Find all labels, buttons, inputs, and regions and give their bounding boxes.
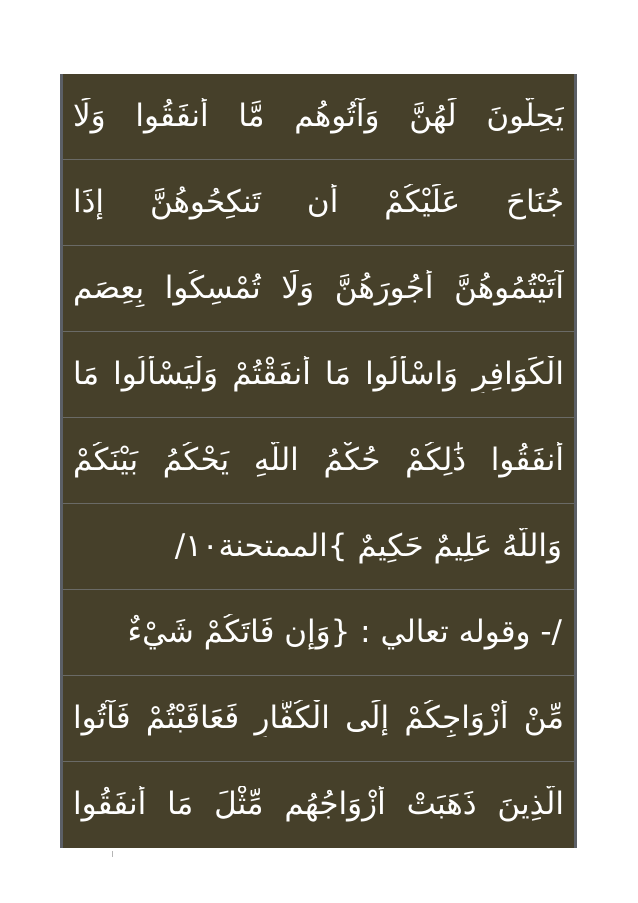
verse-line: مِّنْ أَزْوَاجِكُمْ إِلَى الْكُفَّارِ فَعَاقَبْتُمْ فَآتُوا <box>73 699 564 736</box>
verse-line: الَّذِينَ ذَهَبَتْ أَزْوَاجُهُم مِّثْلَ مَا أَنفَقُوا <box>73 786 564 823</box>
verse-row <box>63 418 574 504</box>
commentary-line: /- وقوله تعالي : {وَإِن فَاتَكُمْ شَيْءٌ <box>127 613 562 650</box>
verse-row <box>63 676 574 762</box>
verse-line: جُنَاحَ عَلَيْكُمْ أَن تَنكِحُوهُنَّ إِذَا <box>73 183 564 220</box>
verse-panel <box>60 74 577 848</box>
verse-row <box>63 74 574 160</box>
verse-row <box>63 504 574 590</box>
verse-line-ending: وَاللَّهُ عَلِيمٌ حَكِيمٌ }الممتحنة١٠/ <box>174 527 562 564</box>
verse-line: يَحِلُّونَ لَهُنَّ وَآتُوهُم مَّا أَنفَقُوا وَلَا <box>73 97 564 134</box>
verse-line: الْكَوَافِرِ وَاسْأَلُوا مَا أَنفَقْتُمْ وَلْيَسْأَلُوا مَا <box>73 355 564 392</box>
verse-row <box>63 762 574 848</box>
verse-line: آتَيْتُمُوهُنَّ أُجُورَهُنَّ وَلَا تُمْسِكُوا بِعِصَمِ <box>73 269 564 306</box>
verse-row <box>63 332 574 418</box>
page-edge-mark <box>112 851 113 857</box>
verse-row <box>63 246 574 332</box>
verse-row <box>63 590 574 676</box>
verse-line: أَنفَقُوا ذَٰلِكُمْ حُكْمُ اللَّهِ يَحْكُمُ بَيْنَكُمْ <box>73 441 564 478</box>
verse-row <box>63 160 574 246</box>
